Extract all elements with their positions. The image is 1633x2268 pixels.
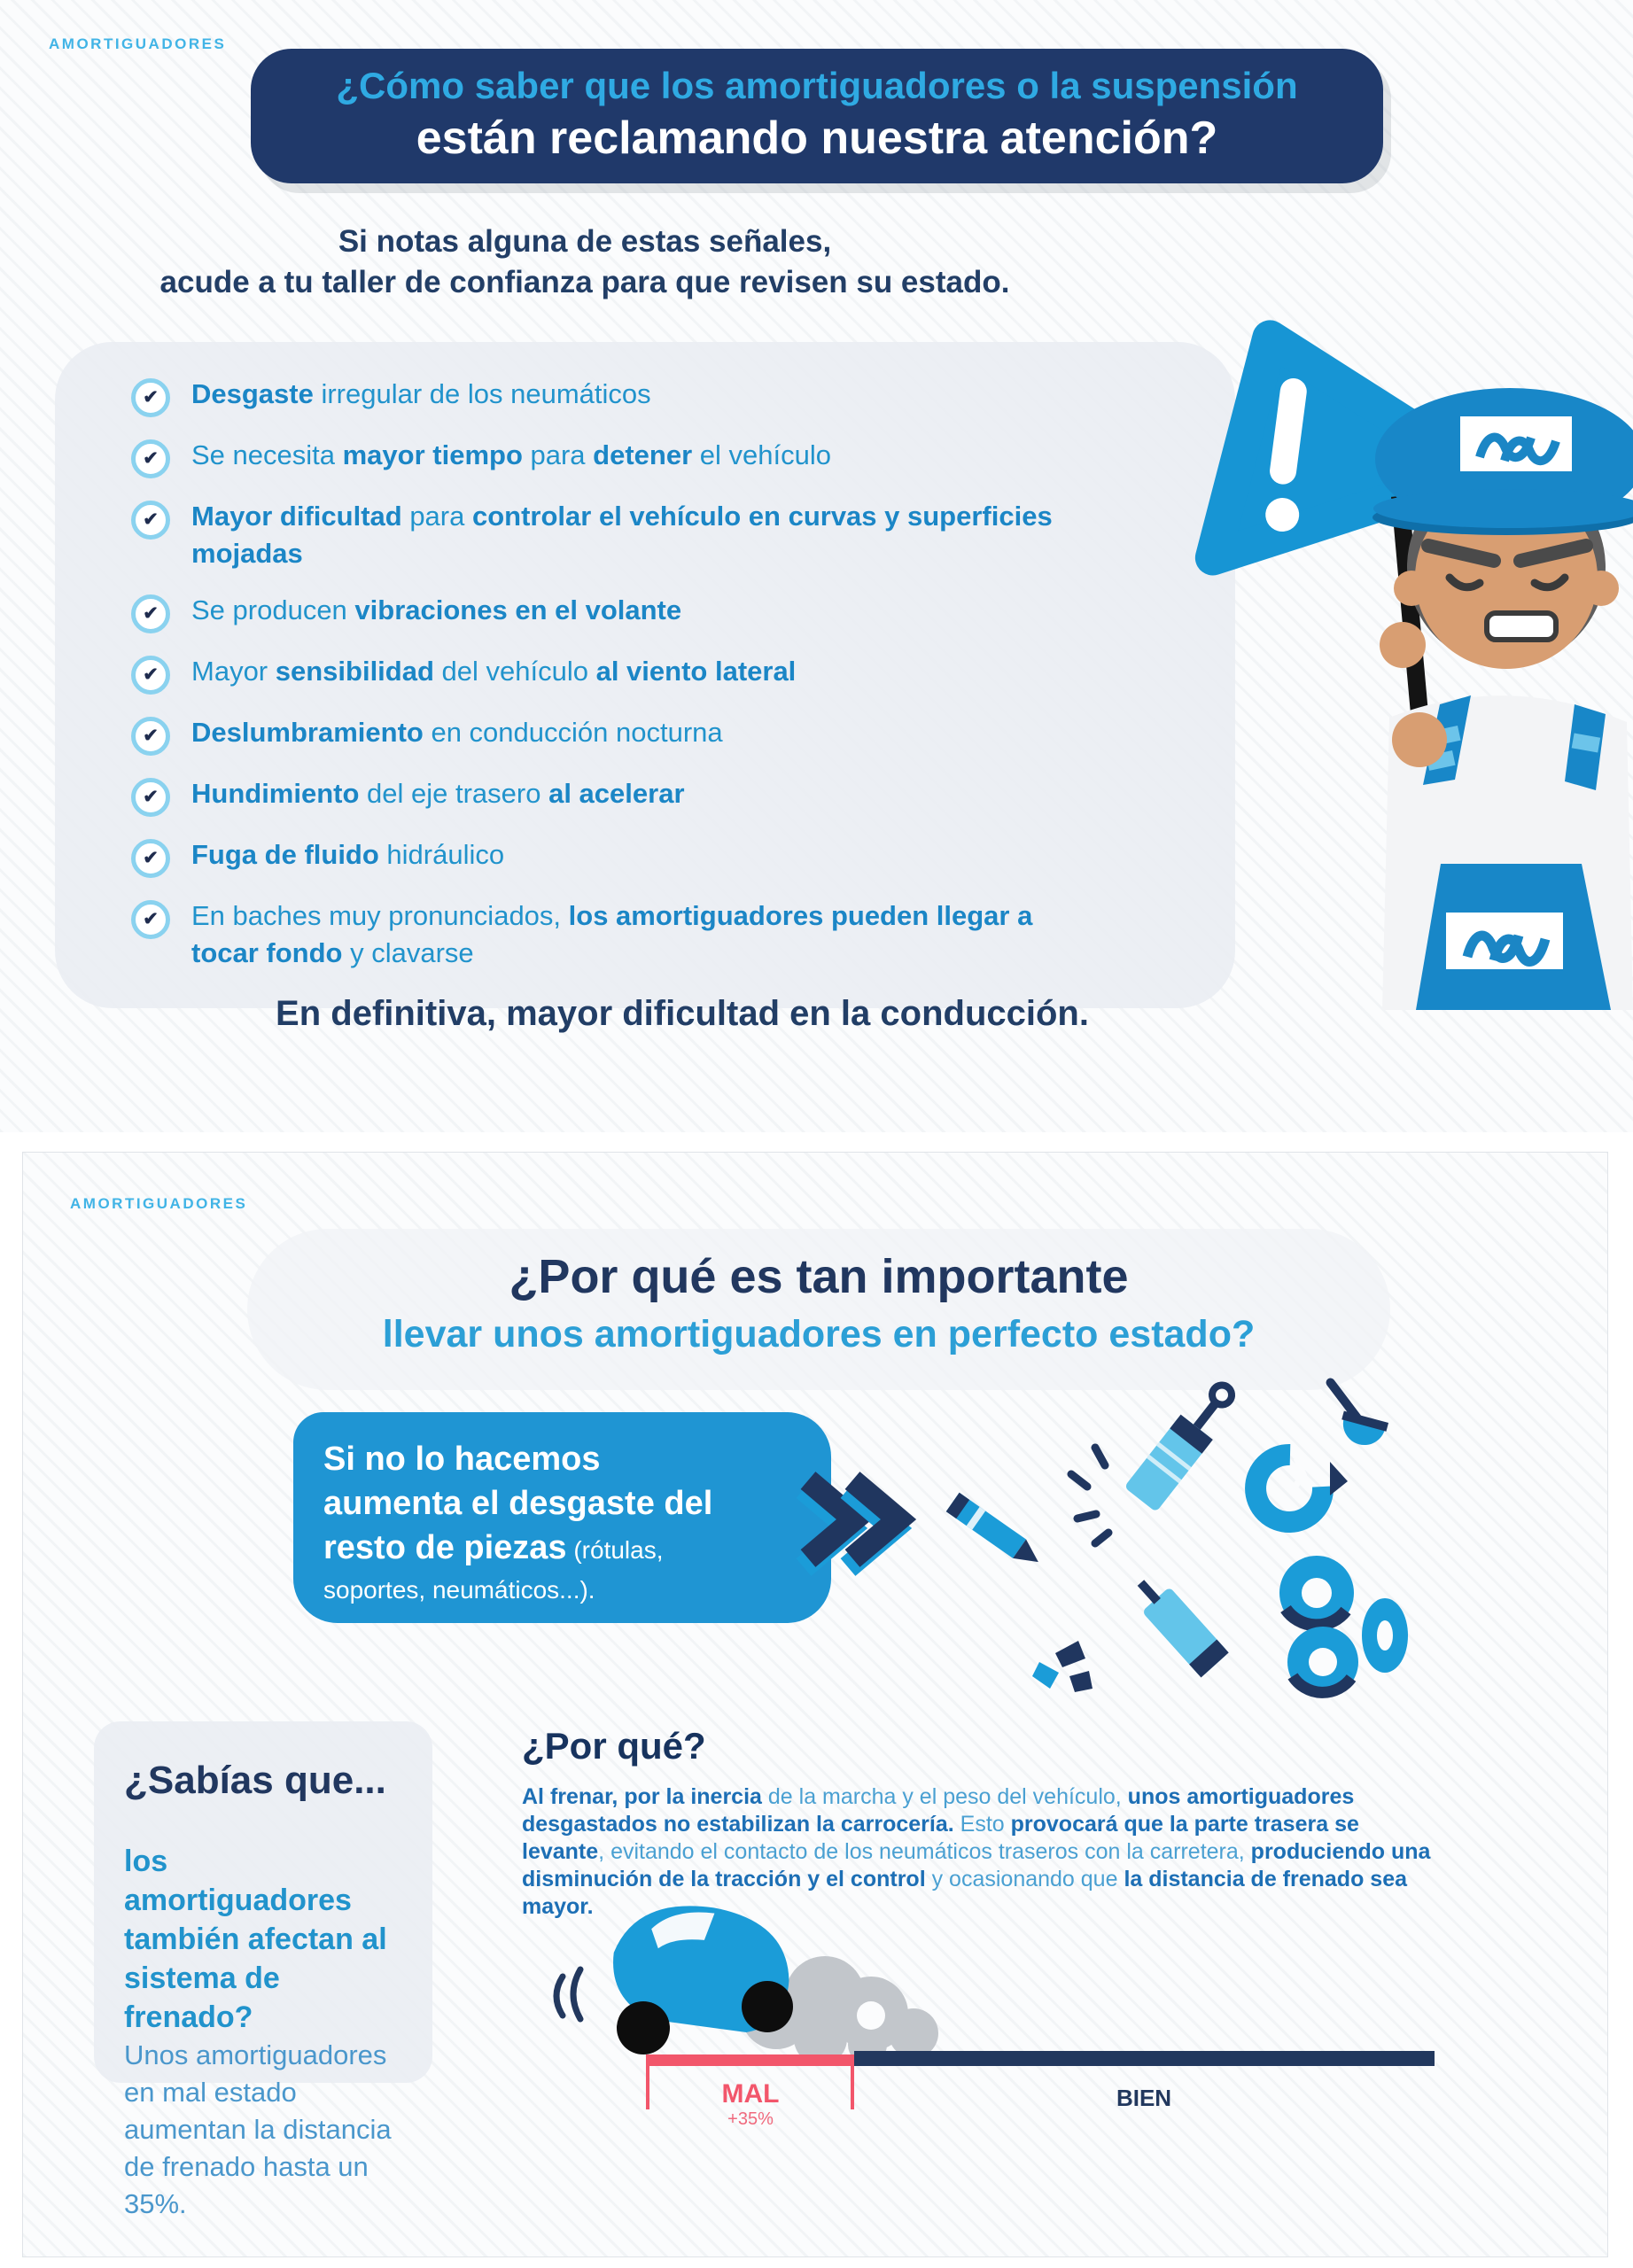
checklist-item — [131, 836, 1186, 878]
panel1-title-box — [251, 49, 1383, 183]
checklist-item — [131, 498, 1186, 572]
gear-fragment — [1032, 1641, 1093, 1692]
bolt-part — [946, 1493, 1046, 1572]
check-icon: ✔ — [131, 839, 170, 878]
mal-percentage: +35% — [727, 2109, 774, 2129]
ear-right — [1583, 571, 1619, 606]
panel-warning-signs — [0, 0, 1633, 1132]
panel1-subtitle — [35, 221, 1134, 303]
bubble-line1: Si no lo hacemos — [323, 1441, 601, 1478]
checklist-item-text: Desgaste irregular de los neumáticos — [191, 378, 651, 409]
checklist-item-text: Deslumbramiento en conducción nocturna — [191, 717, 723, 748]
checklist-item-text: Se necesita mayor tiempo para detener el vehículo — [191, 439, 831, 470]
section-tag: AMORTIGUADORES — [49, 35, 227, 52]
checklist-item — [131, 653, 1186, 695]
checklist-item-text: Mayor sensibilidad del vehículo al viento lateral — [191, 656, 797, 687]
ear-left — [1394, 571, 1429, 606]
speed-arc — [573, 1969, 580, 2019]
checklist-item-text: Fuga de fluido hidráulico — [191, 839, 505, 870]
checklist-item — [131, 714, 1186, 756]
why-paragraph: Al frenar, por la inercia de la marcha y el peso del vehículo, unos amortiguadores desgastados no estabilizan la carrocería. Esto provocará que la parte trasera se levante, evitando el contacto de los neumáticos traseros con la carretera, produciendo una disminución de la tracción y el control y ocasionando que la distancia de frenado sea mayor. — [522, 1784, 1431, 1919]
why-title: ¿Por qué? — [522, 1725, 706, 1767]
speed-arc — [556, 1977, 563, 2016]
shock-absorber-bottom — [1127, 1570, 1229, 1677]
shock-absorber-top — [1124, 1375, 1244, 1512]
impact-lines — [1071, 1448, 1108, 1543]
symptom-checklist — [131, 376, 1186, 991]
panel2-title-line1: ¿Por qué es tan importante — [509, 1250, 1129, 1303]
checklist-item — [131, 376, 1186, 417]
checklist-item — [131, 897, 1186, 972]
mal-bar-segment — [648, 2054, 854, 2066]
bien-label: BIEN — [1116, 2085, 1172, 2111]
did-you-know-box — [94, 1721, 432, 2219]
check-icon: ✔ — [131, 717, 170, 756]
check-icon: ✔ — [131, 656, 170, 695]
checklist-item-text: En baches muy pronunciados, los amortiguadores pueden llegar a tocar fondo y clavarse — [191, 900, 1033, 968]
subtitle-line1: Si notas alguna de estas señales, — [338, 224, 832, 259]
panel-importance — [22, 1152, 1608, 2257]
check-icon: ✔ — [131, 900, 170, 939]
mal-tick-left — [646, 2054, 649, 2109]
front-wheel — [617, 2001, 670, 2054]
did-you-know-title: ¿Sabías que... — [124, 1759, 386, 1802]
mal-tick-right — [851, 2054, 854, 2109]
hand-lower — [1392, 712, 1447, 767]
consequence-bubble — [293, 1412, 831, 1623]
brand-logo — [1460, 416, 1572, 471]
broken-ring — [1256, 1455, 1348, 1522]
chevron-right-icon — [794, 1464, 918, 1580]
hand-upper — [1380, 622, 1426, 668]
check-icon: ✔ — [131, 501, 170, 540]
tire-stack — [1279, 1556, 1408, 1697]
check-icon: ✔ — [131, 594, 170, 633]
rear-wheel — [742, 1981, 793, 2032]
mal-label: MAL +35% — [662, 2079, 839, 2130]
panel1-title-line1: ¿Cómo saber que los amortiguadores o la suspensión — [336, 65, 1298, 106]
check-icon: ✔ — [131, 439, 170, 478]
section-tag: AMORTIGUADORES — [70, 1195, 248, 1212]
checklist-item-text: Hundimiento del eje trasero al acelerar — [191, 778, 685, 809]
checklist-item — [131, 592, 1186, 633]
bubble-line2: aumenta el desgaste del — [323, 1485, 713, 1522]
check-icon: ✔ — [131, 378, 170, 417]
scoop-part — [1317, 1383, 1395, 1450]
panel1-closing: En definitiva, mayor dificultad en la conducción. — [276, 994, 1089, 1033]
bien-bar-segment — [854, 2051, 1435, 2066]
brand-logo-chest — [1446, 913, 1563, 969]
bubble-line4: soportes, neumáticos...). — [323, 1576, 595, 1604]
worn-parts-illustration — [914, 1370, 1427, 1715]
panel1-title-line2: están reclamando nuestra atención? — [416, 113, 1218, 164]
mouth — [1487, 613, 1556, 640]
bubble-line3: resto de piezas (rótulas, — [323, 1529, 664, 1566]
did-you-know-body: Unos amortiguadores en mal estado aumentan la distancia de frenado hasta un 35%. — [124, 2039, 392, 2219]
checklist-item — [131, 437, 1186, 478]
panel2-title-bubble — [247, 1229, 1390, 1390]
subtitle-line2: acude a tu taller de confianza para que revisen su estado. — [159, 265, 1010, 299]
did-you-know-highlight: los amortiguadores también afectan al sistema de frenado? — [124, 1845, 387, 2034]
panel2-title-line2: llevar unos amortiguadores en perfecto estado? — [382, 1313, 1256, 1355]
mechanic-illustration — [1134, 292, 1633, 1010]
check-icon: ✔ — [131, 778, 170, 817]
checklist-item — [131, 775, 1186, 817]
checklist-item-text: Mayor dificultad para controlar el vehículo en curvas y superficies mojadas — [191, 501, 1053, 569]
checklist-item-text: Se producen vibraciones en el volante — [191, 594, 682, 625]
